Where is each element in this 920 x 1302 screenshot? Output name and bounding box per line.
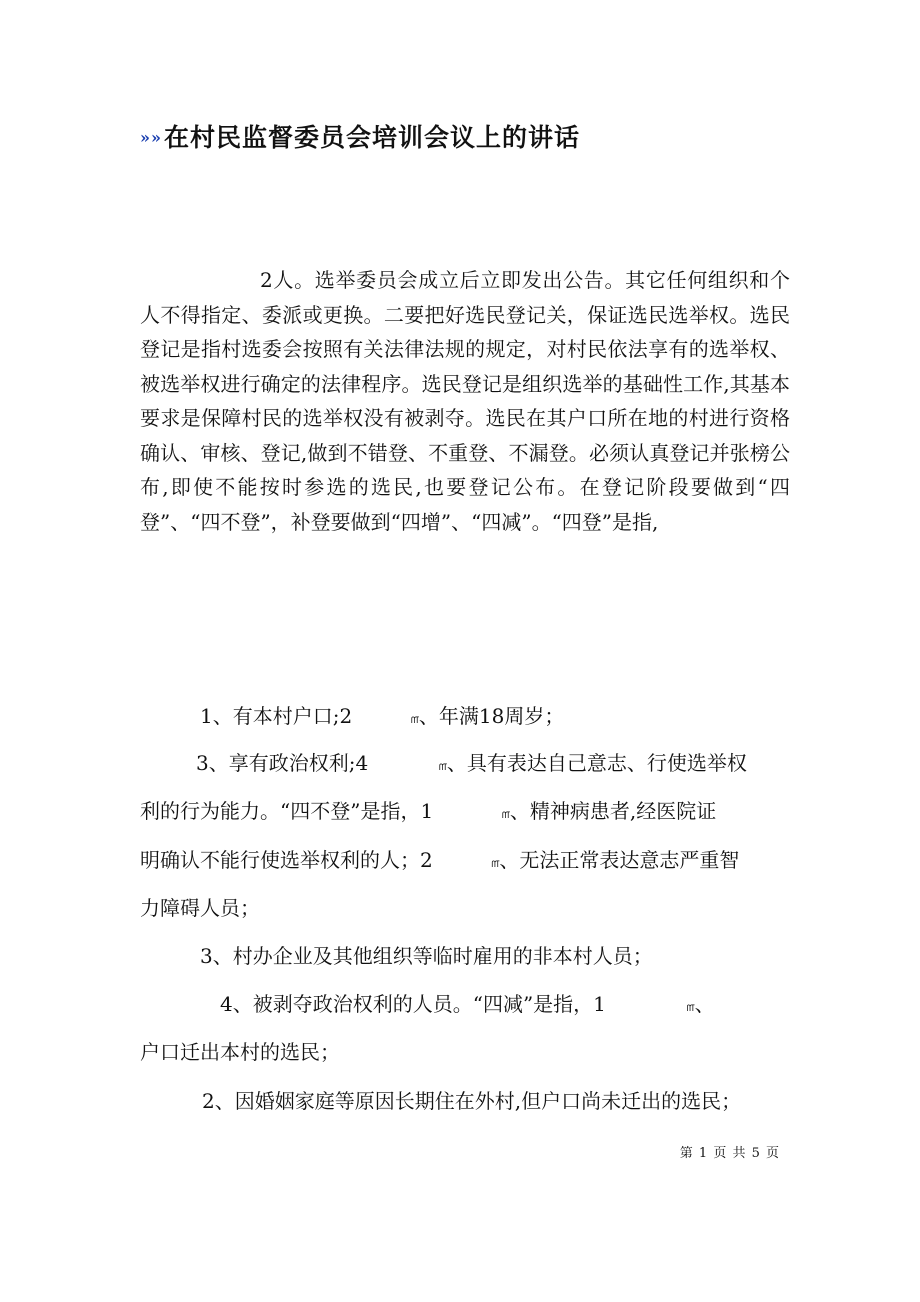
list-line-9-text: 2、因婚姻家庭等原因长期住在外村,但户口尚未迁出的选民； [202,1089,742,1113]
title-text: 在村民监督委员会培训会议上的讲话 [164,123,581,152]
page-title [140,118,580,154]
list-line-2 [140,746,846,785]
list-line-8 [140,1035,790,1070]
list-line-2-part-b: 、具有表达自己意志、行使选举权 [446,751,747,775]
list-line-4-part-a: 明确认不能行使选举权利的人；2 [140,848,433,872]
list-line-3 [140,794,790,833]
list-line-1 [140,699,850,738]
list-line-6 [140,939,850,974]
list-line-9 [140,1084,852,1119]
page-number-footer: 第 1 页 共 5 页 [679,1146,780,1161]
list-line-7 [140,987,870,1026]
paragraph-1 [140,263,790,539]
list-line-3-part-b: 、精神病患者,经医院证 [509,799,717,823]
list-line-2-part-a: 3、享有政治权利;4 [196,751,369,775]
list-line-1-part-a: 1、有本村户口;2 [200,704,353,728]
list-line-8-text: 户口迁出本村的选民； [140,1040,340,1064]
list-line-3-part-a: 利的行为能力。“四不登”是指，1 [140,799,434,823]
list-line-2-mark: ௱ [438,759,447,774]
list-line-7-part-a: 4、被剥夺政治权利的人员。“四减”是指，1 [220,992,606,1016]
list-line-6-text: 3、村办企业及其他组织等临时雇用的非本村人员； [200,944,653,968]
list-line-4 [140,843,790,882]
list-line-7-part-b: 、 [694,992,715,1016]
list-line-5 [140,891,790,926]
paragraph-1-text: 2人。选举委员会成立后立即发出公告。其它任何组织和个人不得指定、委派或更换。二要把好选民登记关，保证选民选举权。选民登记是指村选委会按照有关法律法规的规定，对村民依法享有的选举权、被选举权进行确定的法律程序。选民登记是组织选举的基础性工作,其基本要求是保障村民的选举权没有被剥夺。选民在其户口所在地的村进行资格确认、审核、登记,做到不错登、不重登、不漏登。必须认真登记并张榜公布,即使不能按时参选的选民,也要登记公布。在登记阶段要做到“四登”、“四不登”，补登要做到“四增”、“四减”。“四登”是指, [140,268,790,534]
list-line-4-part-b: 、无法正常表达意志严重智 [499,848,740,872]
title-prefix-mark: »» [140,128,162,147]
list-line-3-mark: ௱ [501,807,510,822]
list-line-7-mark: ௱ [685,1000,695,1015]
list-line-1-mark: ௱ [410,712,419,727]
list-line-5-text: 力障碍人员； [140,896,260,920]
list-line-1-part-b: 、年满18周岁； [418,704,565,728]
list-line-4-mark: ௱ [490,856,500,871]
